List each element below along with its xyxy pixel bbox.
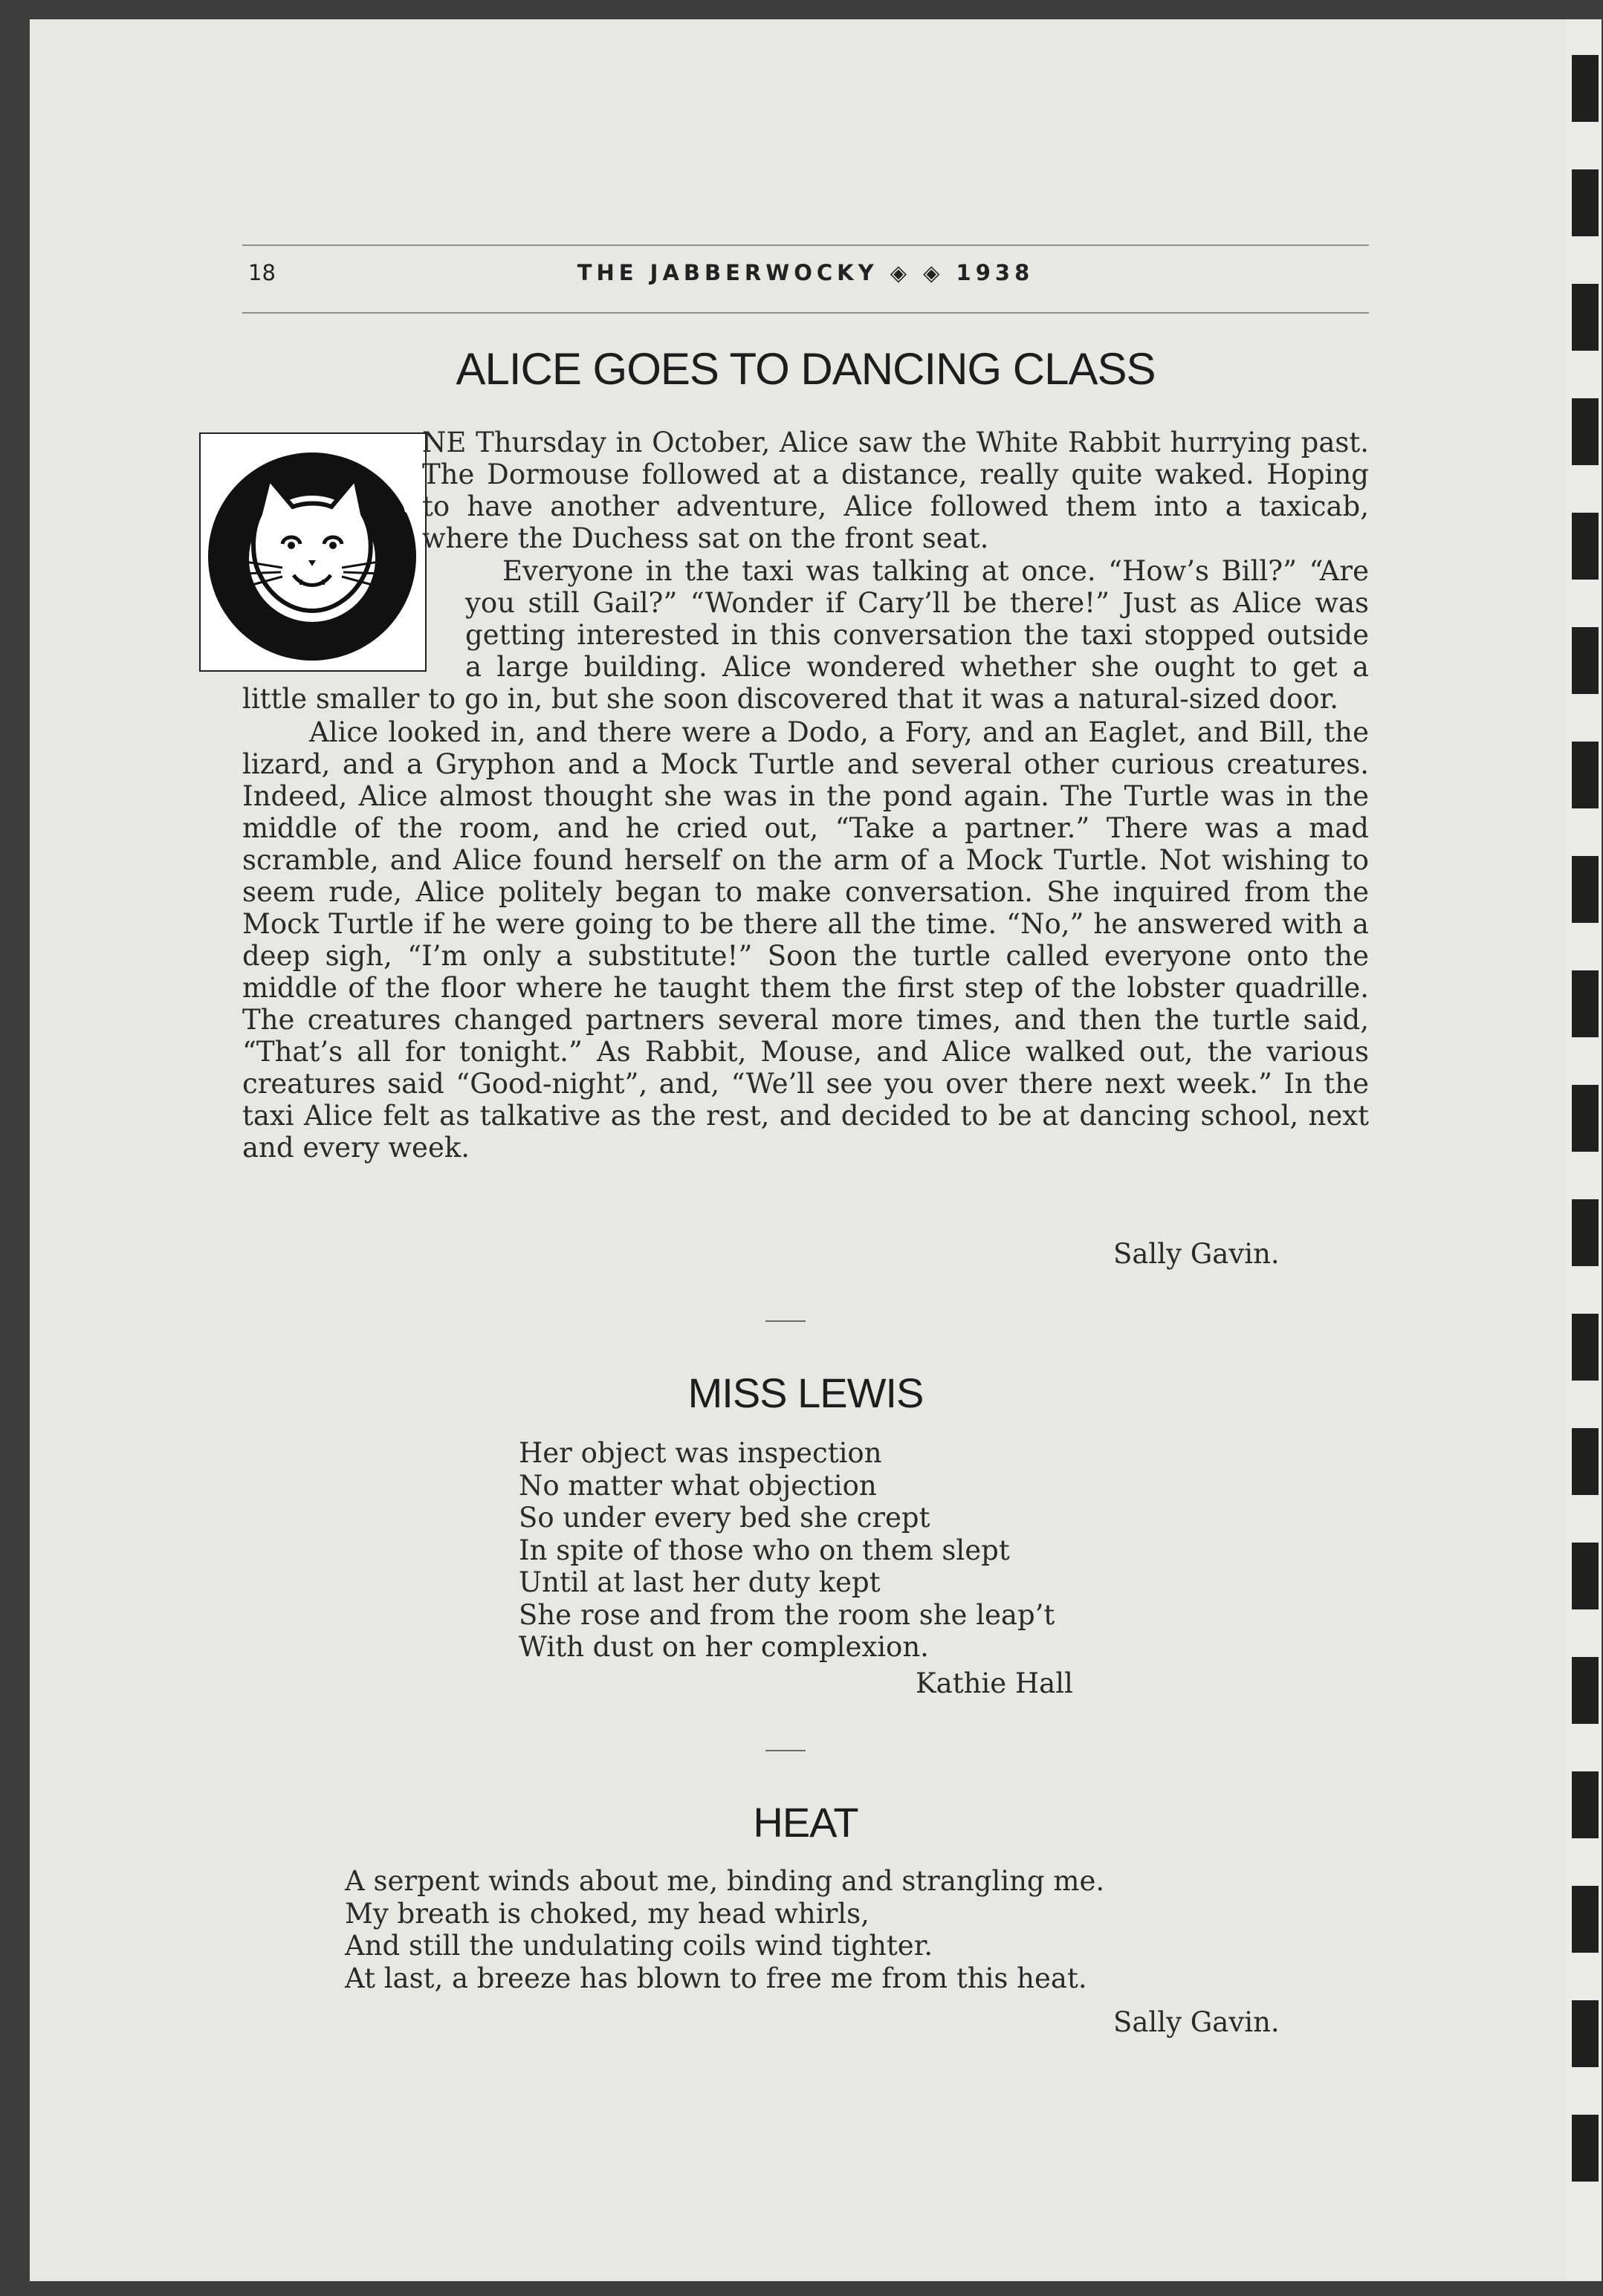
poem-line: She rose and from the room she leap’t xyxy=(519,1598,1055,1631)
binding-slot xyxy=(1572,2115,1599,2182)
poem-line: At last, a breeze has blown to free me from this heat. xyxy=(345,1962,1087,1994)
article-body-continued xyxy=(242,555,1369,1164)
poem-line: So under every bed she crept xyxy=(519,1502,930,1534)
binding-slot xyxy=(1572,1428,1599,1495)
poem-author: Kathie Hall xyxy=(916,1667,1073,1699)
section-divider xyxy=(765,1320,806,1322)
poem-body xyxy=(519,1437,1055,1664)
second-paragraph: Everyone in the taxi was talking at once. “How’s Bill?” “Are you still Gail?” “Wonder if Cary’ll be there!” Just as Alice was getting interested in this conversation the taxi stopped outside a large building. Alice wondered whether she ought to get a little smaller to go in, but she soon discovered that it was a natural-sized door. xyxy=(242,555,1369,715)
poem-line: No matter what objection xyxy=(519,1469,877,1502)
binding-slot xyxy=(1572,284,1599,351)
binding-slot xyxy=(1572,856,1599,923)
section-divider xyxy=(765,1750,806,1751)
first-paragraph: NE Thursday in October, Alice saw the White Rabbit hurrying past. The Dormouse followed at a distance, really quite waked. Hoping to have another adventure, Alice followed them into a taxicab, where the Duchess sat on the front seat. xyxy=(422,427,1369,554)
poem-line: Her object was inspection xyxy=(519,1437,882,1469)
header-bottom-rule xyxy=(242,312,1369,314)
poem-line: And still the undulating coils wind tighter. xyxy=(345,1930,933,1962)
article-author: Sally Gavin. xyxy=(1113,1238,1280,1270)
running-header xyxy=(242,260,1369,290)
header-top-rule xyxy=(242,244,1369,246)
poem-body xyxy=(345,1865,1104,1994)
first-paragraph-top xyxy=(422,427,1369,554)
binding-slot xyxy=(1572,970,1599,1037)
binding-slot xyxy=(1572,1314,1599,1381)
binding-slot xyxy=(1572,1543,1599,1609)
binding-slot xyxy=(1572,398,1599,465)
binding-slot xyxy=(1572,2000,1599,2067)
spiral-binding xyxy=(1566,19,1602,2281)
running-title: THE JABBERWOCKY ◈ ◈ 1938 xyxy=(577,260,1034,285)
binding-slot xyxy=(1572,169,1599,236)
poem-title: HEAT xyxy=(753,1799,858,1846)
third-paragraph: Alice looked in, and there were a Dodo, a Fory, and an Eaglet, and Bill, the lizard, and a Gryphon and a Mock Turtle and several other curious creatures. Indeed, Alice almost thought she was in the pond again. The Turtle was in the middle of the room, and he cried out, “Take a partner.” There was a mad scramble, and Alice found herself on the arm of a Mock Turtle. Not wishing to seem rude, Alice politely began to make conversation. She inquired from the Mock Turtle if he were going to be there all the time. “No,” he answered with a deep sigh, “I’m only a substitute!” Soon the turtle called everyone onto the middle of the floor where he taught them the first step of the lobster quadrille. The creatures changed partners several more times, and then the turtle said, “That’s all for tonight.” As Rabbit, Mouse, and Alice walked out, the various creatures said “Good-night”, and, “We’ll see you over there next week.” In the taxi Alice felt as talkative as the rest, and decided to be at dancing school, next and every week. xyxy=(242,716,1369,1164)
poem-line: A serpent winds about me, binding and strangling me. xyxy=(345,1865,1105,1897)
poem-line: With dust on her complexion. xyxy=(519,1631,929,1663)
binding-slot xyxy=(1572,55,1599,122)
poem-author: Sally Gavin. xyxy=(1113,2006,1280,2038)
poem-title: MISS LEWIS xyxy=(687,1369,924,1416)
article-title: ALICE GOES TO DANCING CLASS xyxy=(456,344,1156,394)
binding-slot xyxy=(1572,1771,1599,1838)
binding-slot xyxy=(1572,1886,1599,1953)
binding-slot xyxy=(1572,1199,1599,1266)
binding-slot xyxy=(1572,513,1599,580)
binding-slot xyxy=(1572,1657,1599,1724)
poem-line: In spite of those who on them slept xyxy=(519,1534,1010,1566)
binding-slot xyxy=(1572,742,1599,808)
article-body xyxy=(242,427,1369,554)
poem-line: My breath is choked, my head whirls, xyxy=(345,1897,869,1930)
binding-slot xyxy=(1572,1085,1599,1152)
page-number: 18 xyxy=(248,260,276,285)
poem-line: Until at last her duty kept xyxy=(519,1566,881,1598)
binding-slot xyxy=(1572,627,1599,694)
